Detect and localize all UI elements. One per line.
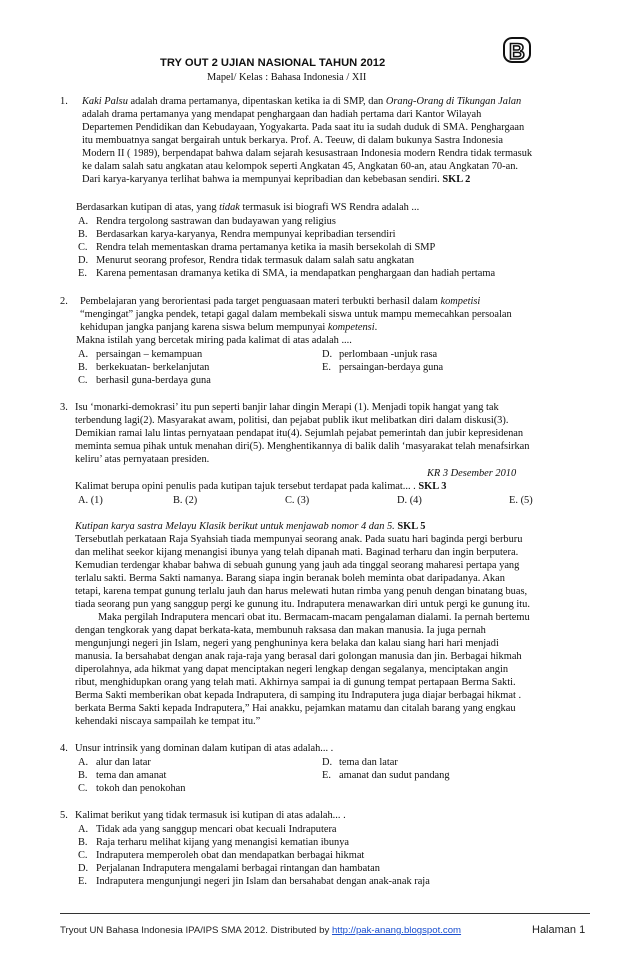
q3-line-5: keliru’ atas pernyataan presiden. <box>75 454 210 465</box>
q1-option-a-text: Rendra tergolong sastrawan dan budayawan yang religius <box>96 216 336 227</box>
passage-line: terlalu sakti. Berma Sakti namanya. Barang siapa ingin beranak boleh meminta obat daripadanya. Akan <box>75 573 505 584</box>
q1-line-1: Kaki Palsu adalah drama pertamanya, dipentaskan ketika ia di SMP, dan Orang-Orang di Tikungan Jalan <box>82 96 522 107</box>
q4-option-d[interactable]: D. <box>322 757 333 768</box>
passage-line: berkata Berma Sakti kepada Indraputera,” Hai anakku, pejamkan matamu dan citalah barang yang engkau <box>75 703 516 714</box>
q4-option-e-text: amanat dan sudut pandang <box>339 770 450 781</box>
q2-number: 2. <box>60 296 68 307</box>
q1-line-7: Dari karya-karyanya terlihat bahwa ia mempunyai kepribadian dan kebebasan sendiri. SKL 2 <box>82 174 471 185</box>
footer-link[interactable]: http://pak-anang.blogspot.com <box>331 925 462 936</box>
q2-line-3: kehidupan jangka panjang karena siswa belum mempunyai kompetensi. <box>80 322 378 333</box>
q1-line-2: adalah drama pertamanya yang mendapat penghargaan dan hadiah pertama dari Kantor Wilayah <box>82 109 482 120</box>
q4-option-a-text: alur dan latar <box>96 757 151 768</box>
q1-option-d[interactable]: D. <box>78 255 89 266</box>
q1-option-e-text: Karena pementasan dramanya ketika di SMA, ia mendapatkan penghargaan dan hadiah pertama <box>96 268 496 279</box>
q1-option-d-text: Menurut seorang profesor, Rendra tidak termasuk dalam salah satu angkatan <box>96 255 415 266</box>
q2-option-b-text: berkekuatan- berkelanjutan <box>96 362 210 373</box>
q5-option-a-text: Tidak ada yang sanggup mencari obat kecuali Indraputera <box>96 824 337 835</box>
q3-number: 3. <box>60 402 68 413</box>
q5-option-c-text: Indraputera memperoleh obat dan mendapatkan berbagai hikmat <box>96 850 365 861</box>
q3-line-3: Demikian ramai lalu lintas pernyataan pendapat itu(4). Sejumlah pejabat pemerintah dan jubir kepresidenan <box>75 428 524 439</box>
passage-line: Maka pergilah Indraputera mencari obat itu. Bermacam-macam pengalaman dialami. Ia pernah bertemu <box>98 612 530 623</box>
q4-option-d-text: tema dan latar <box>339 757 398 768</box>
q2-option-c[interactable]: C. <box>78 375 88 386</box>
q5-number: 5. <box>60 810 68 821</box>
q2-option-d[interactable]: D. <box>322 349 333 360</box>
page-number: Halaman 1 <box>532 924 586 936</box>
q3-line-4: meminta semua pihak untuk menahan diri(5). Menghentikannya di balik dalih ‘masyarakat telah menafsirkan <box>75 441 530 452</box>
q3-source: KR 3 Desember 2010 <box>427 468 517 479</box>
passage-line: diperolahnya, ada hikmat yang dapat menciptakan negeri lengkap dengan segalanya, menciptakan angin <box>75 664 509 675</box>
q2-line-2: “mengingat” jangka pendek, tetapi gagal dalam membekali siswa untuk mampu memecahkan persoalan <box>80 309 512 320</box>
q2-option-a-text: persaingan – kemampuan <box>96 349 203 360</box>
q2-option-e[interactable]: E. <box>322 362 331 373</box>
page-subtitle: Mapel/ Kelas : Bahasa Indonesia / XII <box>207 72 367 83</box>
passage-line: tetapi, karena tempat gunung terlalu jauh dan harus melewati hutan rimba yang penuh dengan binatang buas, <box>75 586 528 597</box>
passage-line: Tersebutlah perkataan Raja Syahsiah tiada mempunyai seorang anak. Pada suatu hari baginda pergi berburu <box>75 534 523 545</box>
passage-line: kehendaki niscaya sampailah ke tempat itu.” <box>75 716 261 727</box>
q1-option-b-text: Berdasarkan karya-karyanya, Rendra mempunyai kepribadian tersendiri <box>96 229 396 240</box>
q1-question: Berdasarkan kutipan di atas, yang tidak termasuk isi biografi WS Rendra adalah ... <box>76 202 420 213</box>
q4-question: Unsur intrinsik yang dominan dalam kutipan di atas adalah... . <box>75 743 334 754</box>
q5-option-d[interactable]: D. <box>78 863 89 874</box>
q1-line-5: Modern II ( 1989), berpendapat bahwa dalam sejarah kesusastraan Indonesia modern Rendra tidak termasuk <box>82 148 533 159</box>
q1-number: 1. <box>60 96 68 107</box>
passage-line: tiada seorang pun yang sanggup pergi ke gunung itu. Indraputera menawarkan diri untuk pergi ke gunung itu. <box>75 599 530 610</box>
q5-question: Kalimat berikut yang tidak termasuk isi kutipan di atas adalah... . <box>75 810 346 821</box>
passage-line: Kemudian terdengar khabar bahwa di sebuah gunung yang jauh ada tinggal seorang maharesi pertapa yang <box>75 560 520 571</box>
q1-option-c-text: Rendra telah mementaskan drama pertamanya ketika ia masih bersekolah di SMP <box>96 242 436 253</box>
q3-line-2: terbendung lagi(2). Masyarakat awam, politisi, dan pejabat publik ikut melibatkan diri dalam diskusi(3). <box>75 415 509 426</box>
page-title: TRY OUT 2 UJIAN NASIONAL TAHUN 2012 <box>160 57 386 69</box>
q3-option-c[interactable]: C. (3) <box>285 495 310 506</box>
passage-line: Berma Sakti memberikan obat kepada Indraputera, di samping itu Indraputera juga diajar berbagai hikmat . <box>75 690 522 701</box>
q3-option-b[interactable]: B. (2) <box>173 495 198 506</box>
q2-option-b[interactable]: B. <box>78 362 88 373</box>
q4-option-b[interactable]: B. <box>78 770 88 781</box>
q4-option-e[interactable]: E. <box>322 770 331 781</box>
q2-option-e-text: persaingan-berdaya guna <box>339 362 444 373</box>
q5-option-e[interactable]: E. <box>78 876 87 887</box>
passage-line: dan melihat seekor kijang menangisi ibunya yang telah dipanah mati. Baginad terharu dan ingin berputera. <box>75 547 519 558</box>
q5-option-b-text: Raja terharu melihat kijang yang menangisi kematian ibunya <box>96 837 350 848</box>
q5-option-c[interactable]: C. <box>78 850 88 861</box>
passage-line: dengan tengkorak yang dapat berkata-kata, membunuh raksasa dan makan manusia. Ia juga pernah <box>75 625 486 636</box>
q2-question: Makna istilah yang bercetak miring pada kalimat di atas adalah .... <box>76 335 352 346</box>
footer-divider <box>60 913 590 914</box>
q2-line-1: Pembelajaran yang berorientasi pada target penguasaan materi terbukti berhasil dalam kompetisi <box>80 296 481 307</box>
q3-line-1: Isu ‘monarki-demokrasi’ itu pun seperti banjir lahar dingin Merapi (1). Menjadi topik hangat yang tak <box>75 402 499 413</box>
q3-option-a[interactable]: A. (1) <box>78 495 103 506</box>
q3-question: Kalimat berupa opini penulis pada kutipan tajuk tersebut terdapat pada kalimat... . SKL 3 <box>75 481 447 492</box>
q4-option-c[interactable]: C. <box>78 783 88 794</box>
q1-line-4: itu membuatnya sangat bergairah untuk berkarya. Prof. A. Teeuw, di dalam bukunya Sastra Indonesia <box>82 135 503 146</box>
package-badge: B <box>503 37 531 63</box>
q3-option-e[interactable]: E. (5) <box>509 495 533 506</box>
passage-line: manusia. Ia bersahabat dengan anak raja-raja yang berasal dari golongan manusia dan jin. Berbagai hikmah <box>75 651 522 662</box>
q3-option-d[interactable]: D. (4) <box>397 495 422 506</box>
q4-number: 4. <box>60 743 68 754</box>
q1-option-e[interactable]: E. <box>78 268 87 279</box>
q4-option-a[interactable]: A. <box>78 757 89 768</box>
q1-line-3: Departemen Pendidikan dan Kebudayaan, Yogyakarta. Pada saat itu ia sudah duduk di SMA. Penghargaan <box>82 122 525 133</box>
q2-option-a[interactable]: A. <box>78 349 89 360</box>
q2-option-c-text: berhasil guna-berdaya guna <box>96 375 211 386</box>
passage-line: mengunjungi negeri jin Islam, negeri yang penghuninya kera belaka dan kalau siang hari hari menjadi <box>75 638 499 649</box>
q4-option-b-text: tema dan amanat <box>96 770 167 781</box>
q5-option-b[interactable]: B. <box>78 837 88 848</box>
q5-option-d-text: Perjalanan Indraputera mengalami berbagai rintangan dan hambatan <box>96 863 380 874</box>
passage-line: ribut, menghidupkan orang yang telah mati. Akhirnya sampai ia di gunung tempat pertapaan Berma Sakti. <box>75 677 516 688</box>
passage-intro: Kutipan karya sastra Melayu Klasik berikut untuk menjawab nomor 4 dan 5. SKL 5 <box>75 521 426 532</box>
q4-option-c-text: tokoh dan penokohan <box>96 783 186 794</box>
q1-line-6: ke dalam salah satu angkatan atau kelompok seperti Angkatan 45, Angkatan 60-an, atau Angkatan 70-an. <box>82 161 518 172</box>
q5-option-e-text: Indraputera mengunjungi negeri jin Islam dan bersahabat dengan anak-anak raja <box>96 876 430 887</box>
q1-option-c[interactable]: C. <box>78 242 88 253</box>
q2-option-d-text: perlombaan -unjuk rasa <box>339 349 438 360</box>
q1-option-a[interactable]: A. <box>78 216 89 227</box>
q5-option-a[interactable]: A. <box>78 824 89 835</box>
q1-option-b[interactable]: B. <box>78 229 88 240</box>
footer-text: Tryout UN Bahasa Indonesia IPA/IPS SMA 2012. Distributed by http://pak-anang.blogspot.com <box>60 925 462 936</box>
